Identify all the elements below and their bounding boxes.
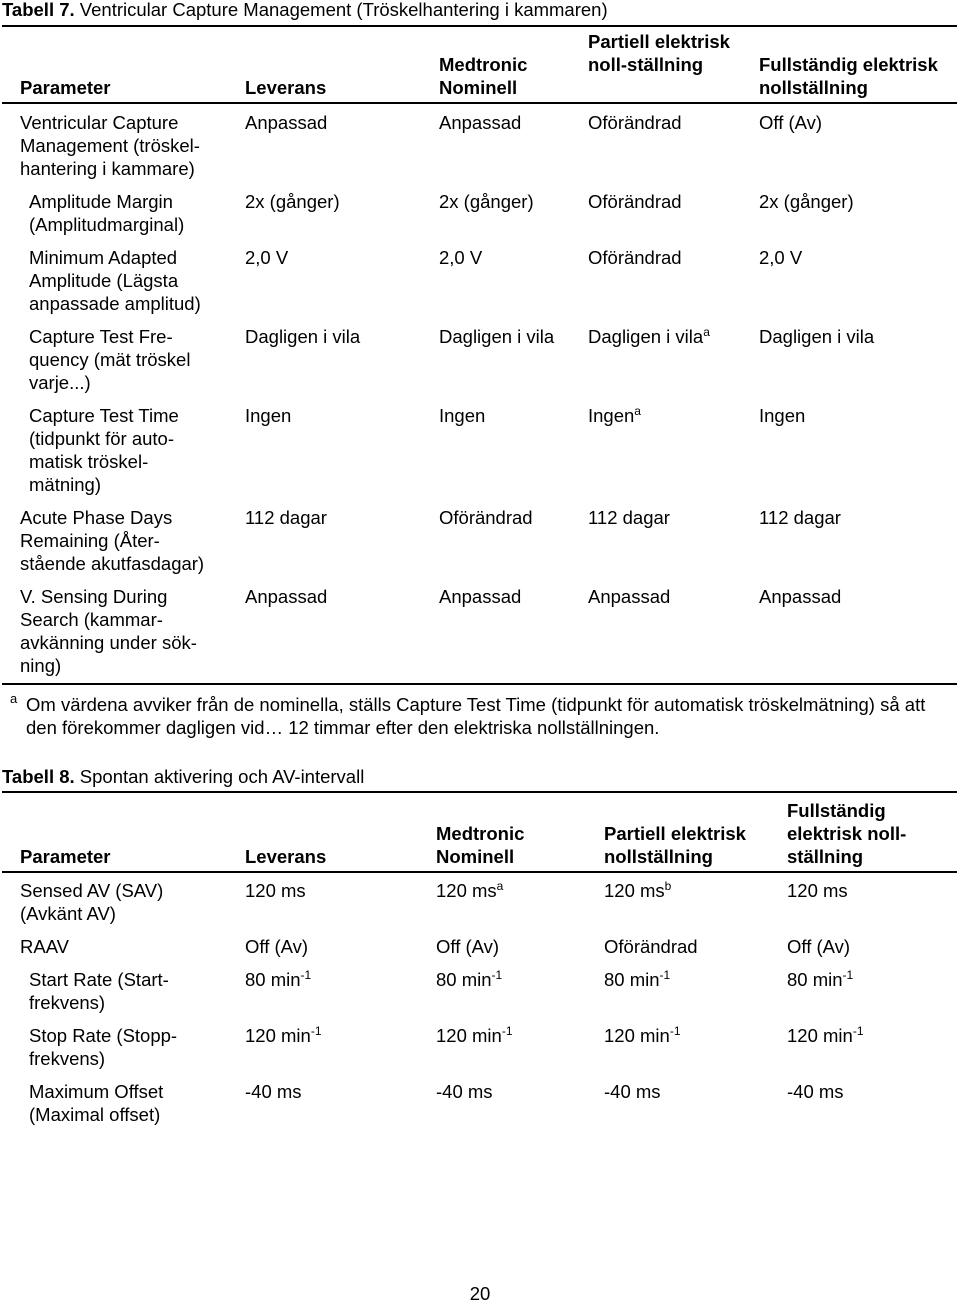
cell-nominell: Off (Av): [436, 936, 500, 957]
cell-nominell: -40 ms: [436, 1081, 493, 1102]
cell-leverans: Ingen: [245, 405, 292, 426]
cell-partiell: Anpassad: [588, 586, 671, 607]
cell-leverans: 112 dagar: [245, 507, 327, 528]
cell-nominell: Anpassad: [439, 112, 522, 133]
cell-partiell: Oförändrad: [588, 191, 682, 212]
cell-nominell: Dagligen i vila: [439, 326, 555, 347]
cell-fullstandig: -40 ms: [787, 1081, 844, 1102]
table7-header-fullstandig: Fullständig elektrisk nollställning: [759, 54, 938, 98]
row-param: RAAV: [20, 936, 70, 957]
cell-fullstandig: 112 dagar: [759, 507, 841, 528]
table8-caption: [2, 765, 364, 788]
cell-partiell: Oförändrad: [604, 936, 698, 957]
cell-fullstandig: 120 ms: [787, 880, 848, 901]
cell-partiell: 120 $\min^{-1}$: [604, 1023, 681, 1046]
footnote-text: Om värdena avviker från de nominella, ställs Capture Test Time (tidpunkt för automatisk tröskelmätning) så att den förekommer dagligen vid… 12 timmar efter den elektriska nollställningen.: [26, 694, 926, 738]
table7-header-nominell: Medtronic Nominell: [439, 54, 528, 98]
cell-nominell: 120 $ms^a$: [436, 878, 504, 901]
cell-partiell: Oförändrad: [588, 112, 682, 133]
cell-nominell: 2x (gånger): [439, 191, 534, 212]
cell-fullstandig: 80 $\min^{-1}$: [787, 967, 854, 990]
cell-partiell: -40 ms: [604, 1081, 661, 1102]
cell-leverans: 120 ms: [245, 880, 306, 901]
cell-fullstandig: 2,0 V: [759, 247, 803, 268]
table8-header-rule: [2, 871, 957, 873]
cell-partiell: Dagligen i vila$^a$: [588, 324, 710, 347]
row-param: Capture Test Fre-quency (mät tröskel varje...): [29, 326, 191, 393]
cell-partiell: 120 $ms^b$: [604, 878, 672, 901]
cell-fullstandig: 2x (gånger): [759, 191, 854, 212]
footnote-mark: a: [10, 691, 18, 706]
cell-partiell: Oförändrad: [588, 247, 682, 268]
cell-leverans: 120 $\min^{-1}$: [245, 1023, 322, 1046]
table7-title: Ventricular Capture Management (Tröskelhantering i kammaren): [79, 0, 608, 20]
cell-leverans: -40 ms: [245, 1081, 302, 1102]
cell-fullstandig: Ingen: [759, 405, 806, 426]
cell-leverans: Dagligen i vila: [245, 326, 361, 347]
row-param: Acute Phase Days Remaining (Åter-stående akutfasdagar): [20, 507, 205, 574]
row-param: Maximum Offset (Maximal offset): [29, 1081, 164, 1125]
table7-label: Tabell 7.: [2, 0, 75, 20]
cell-fullstandig: Dagligen i vila: [759, 326, 875, 347]
table7-header-leverans: Leverans: [245, 77, 327, 98]
cell-nominell: 80 $\min^{-1}$: [436, 967, 503, 990]
table8-top-rule: [2, 791, 957, 793]
row-param: Start Rate (Start-frekvens): [29, 969, 169, 1013]
cell-fullstandig: Anpassad: [759, 586, 842, 607]
cell-leverans: 80 $\min^{-1}$: [245, 967, 312, 990]
row-param: Sensed AV (SAV) (Avkänt AV): [20, 880, 164, 924]
table7-header-partiell: Partiell elektrisk noll-ställning: [588, 31, 730, 75]
cell-leverans: Anpassad: [245, 112, 328, 133]
table8-title: Spontan aktivering och AV-intervall: [79, 766, 365, 787]
cell-nominell: Ingen: [439, 405, 486, 426]
cell-fullstandig: 120 $\min^{-1}$: [787, 1023, 864, 1046]
table8-label: Tabell 8.: [2, 766, 75, 787]
row-param: Stop Rate (Stopp-frekvens): [29, 1025, 178, 1069]
table7-bottom-rule: [2, 683, 957, 685]
cell-nominell: 2,0 V: [439, 247, 483, 268]
table8-header-nominell: Medtronic Nominell: [436, 823, 525, 867]
table8-header-leverans: Leverans: [245, 846, 327, 867]
cell-partiell: Ingen$^a$: [588, 403, 641, 426]
cell-nominell: Anpassad: [439, 586, 522, 607]
cell-leverans: 2x (gånger): [245, 191, 340, 212]
cell-nominell: 120 $\min^{-1}$: [436, 1023, 513, 1046]
table7-header-rule: [2, 102, 957, 104]
row-param: V. Sensing During Search (kammar-avkänning under sök-ning): [20, 586, 197, 676]
table8-header-parameter: Parameter: [20, 846, 111, 867]
row-param: Capture Test Time (tidpunkt för auto-matisk tröskel-mätning): [29, 405, 179, 495]
cell-partiell: 80 $\min^{-1}$: [604, 967, 671, 990]
row-param: Minimum Adapted Amplitude (Lägsta anpassade amplitud): [29, 247, 201, 314]
row-param: Amplitude Margin (Amplitudmarginal): [29, 191, 185, 235]
table7-header-parameter: Parameter: [20, 77, 111, 98]
cell-fullstandig: Off (Av): [759, 112, 823, 133]
row-param: Ventricular Capture Management (tröskel-hantering i kammare): [20, 112, 200, 179]
cell-leverans: Anpassad: [245, 586, 328, 607]
cell-fullstandig: Off (Av): [787, 936, 851, 957]
table8-header-partiell: Partiell elektrisk nollställning: [604, 823, 746, 867]
cell-leverans: 2,0 V: [245, 247, 289, 268]
table7-caption: [2, 0, 608, 21]
table7-top-rule: [2, 25, 957, 27]
cell-leverans: Off (Av): [245, 936, 309, 957]
table8-header-fullstandig: Fullständig elektrisk noll-ställning: [787, 800, 907, 867]
cell-nominell: Oförändrad: [439, 507, 533, 528]
cell-partiell: 112 dagar: [588, 507, 670, 528]
page-number: 20: [469, 1283, 491, 1304]
